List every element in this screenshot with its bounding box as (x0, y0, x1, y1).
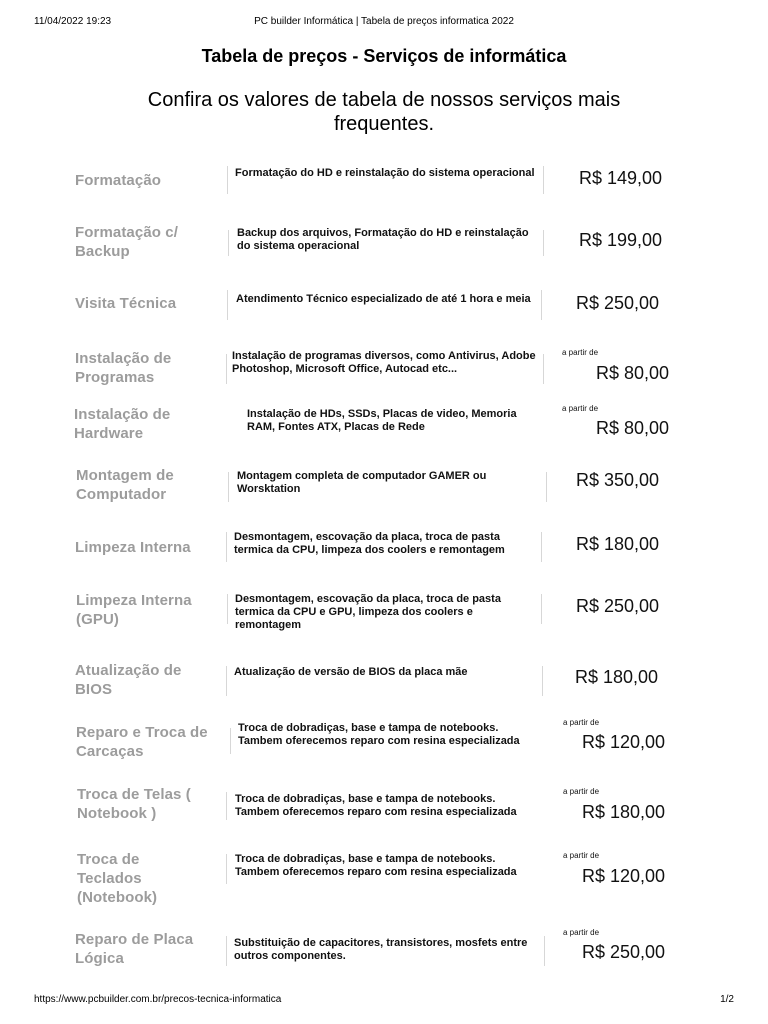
column-divider (541, 532, 542, 562)
column-divider (228, 230, 229, 256)
price-note: a partir de (563, 787, 600, 796)
service-name: Formatação (75, 172, 162, 189)
column-divider (226, 354, 227, 384)
service-name: Troca de Teclados (Notebook) (77, 851, 158, 906)
service-description: Atendimento Técnico especializado de até 1 hora e meia (236, 293, 531, 305)
column-divider (226, 854, 227, 884)
column-divider (543, 354, 544, 384)
service-price: R$ 80,00 (596, 418, 670, 438)
service-description: Montagem completa de computador GAMER ou Worsktation (237, 470, 487, 495)
column-divider (226, 792, 227, 820)
service-name: Reparo de Placa Lógica (75, 931, 194, 967)
column-divider (226, 666, 227, 696)
column-divider (228, 472, 229, 502)
service-name: Reparo e Troca de Carcaças (76, 724, 208, 760)
service-row (0, 222, 768, 272)
service-row (0, 346, 768, 396)
service-price: R$ 350,00 (576, 470, 660, 490)
service-name: Troca de Telas ( Notebook ) (77, 786, 191, 822)
service-price: R$ 120,00 (582, 732, 666, 752)
service-description: Instalação de HDs, SSDs, Placas de video, Memoria RAM, Fontes ATX, Placas de Rede (247, 408, 517, 433)
service-row (0, 930, 768, 980)
service-row (0, 720, 768, 770)
service-row (0, 160, 768, 210)
page-subtitle: Confira os valores de tabela de nossos serviços mais frequentes. (147, 89, 621, 135)
service-price: R$ 180,00 (582, 802, 666, 822)
page-title: Tabela de preços - Serviços de informática (201, 46, 567, 66)
service-name: Limpeza Interna (GPU) (76, 592, 192, 628)
service-name: Instalação de Programas (75, 350, 172, 386)
column-divider (543, 166, 544, 194)
service-row (0, 784, 768, 834)
print-title: PC builder Informática | Tabela de preços informatica 2022 (254, 16, 514, 27)
column-divider (226, 936, 227, 966)
service-price: R$ 120,00 (582, 866, 666, 886)
service-row (0, 660, 768, 710)
service-price: R$ 149,00 (579, 168, 663, 188)
column-divider (546, 472, 547, 502)
service-name: Montagem de Computador (76, 467, 174, 503)
column-divider (227, 290, 228, 320)
price-note: a partir de (563, 718, 600, 727)
service-description: Desmontagem, escovação da placa, troca de pasta termica da CPU, limpeza dos coolers e remontagem (234, 531, 505, 556)
service-name: Atualização de BIOS (75, 662, 182, 698)
service-row (0, 590, 768, 640)
service-price: R$ 250,00 (576, 293, 660, 313)
service-description: Instalação de programas diversos, como Antivirus, Adobe Photoshop, Microsoft Office, Autocad etc... (232, 350, 536, 375)
column-divider (230, 728, 231, 754)
price-note: a partir de (563, 851, 600, 860)
column-divider (227, 166, 228, 194)
service-name: Visita Técnica (75, 295, 177, 312)
column-divider (543, 230, 544, 256)
service-price: R$ 250,00 (582, 942, 666, 962)
service-description: Atualização de versão de BIOS da placa mãe (234, 666, 468, 678)
service-name: Limpeza Interna (75, 539, 191, 556)
service-description: Troca de dobradiças, base e tampa de notebooks. Tambem oferecemos reparo com resina especializada (238, 722, 520, 747)
service-description: Formatação do HD e reinstalação do sistema operacional (235, 167, 535, 179)
service-description: Troca de dobradiças, base e tampa de notebooks. Tambem oferecemos reparo com resina especializada (235, 853, 517, 878)
service-price: R$ 80,00 (596, 363, 670, 383)
service-row (0, 528, 768, 578)
service-name: Formatação c/ Backup (75, 224, 179, 260)
column-divider (544, 936, 545, 966)
service-price: R$ 180,00 (575, 667, 659, 687)
service-row (0, 286, 768, 336)
service-row (0, 464, 768, 514)
service-row (0, 850, 768, 920)
price-note: a partir de (563, 928, 600, 937)
column-divider (542, 666, 543, 696)
service-price: R$ 199,00 (579, 230, 663, 250)
column-divider (227, 594, 228, 624)
service-description: Substituição de capacitores, transistores, mosfets entre outros componentes. (234, 937, 528, 962)
service-row (0, 402, 768, 452)
price-note: a partir de (562, 348, 599, 357)
service-description: Desmontagem, escovação da placa, troca de pasta termica da CPU e GPU, limpeza dos coolers e remontagem (235, 593, 501, 631)
print-footer (0, 994, 768, 1008)
service-price: R$ 250,00 (576, 596, 660, 616)
service-price: R$ 180,00 (576, 534, 660, 554)
column-divider (541, 594, 542, 624)
print-date: 11/04/2022 19:23 (34, 16, 112, 27)
column-divider (226, 532, 227, 562)
service-description: Backup dos arquivos, Formatação do HD e reinstalação do sistema operacional (237, 227, 529, 252)
page-url[interactable]: https://www.pcbuilder.com.br/precos-tecnica-informatica (34, 994, 282, 1005)
price-note: a partir de (562, 404, 599, 413)
column-divider (541, 290, 542, 320)
page-number: 1/2 (720, 994, 734, 1005)
service-name: Instalação de Hardware (74, 406, 171, 442)
service-description: Troca de dobradiças, base e tampa de notebooks. Tambem oferecemos reparo com resina especializada (235, 793, 517, 818)
